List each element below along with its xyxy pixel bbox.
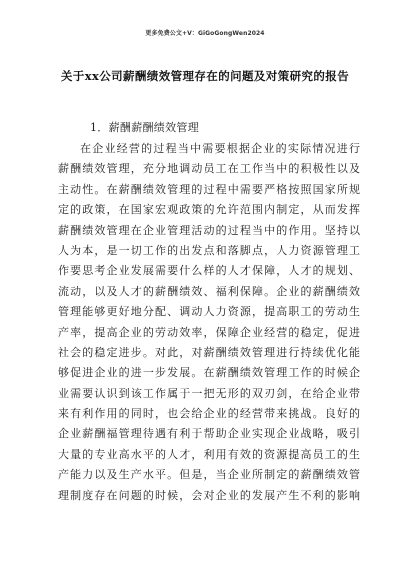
header-promo-note: 更多免费公文+V：GiGoGongWen2024 (145, 30, 265, 37)
document-title: 关于xx公司薪酬绩效管理存在的问题及对策研究的报告 (60, 69, 350, 83)
section-heading: 1．薪酬薪酬绩效管理 (90, 121, 199, 134)
body-line: 业需要认识到该工作属于一把无形的双刃剑，在给企业带 (58, 386, 360, 400)
body-line: 产率，提高企业的劳动效率，保障企业经营的稳定，促进 (58, 325, 360, 339)
body-line: 在企业经营的过程当中需要根据企业的实际情况进行 (80, 142, 360, 155)
body-line: 来有利作用的同时，也会给企业的经营带来挑战。良好的 (58, 407, 360, 421)
body-line: 管理能够更好地分配、调动人力资源，提高职工的劳动生 (58, 305, 360, 319)
body-line: 企业薪酬福管理待遇有利于帮助企业实现企业战略，吸引 (58, 427, 360, 441)
body-line: 作要思考企业发展需要什么样的人才保障，人才的规划、 (58, 264, 360, 278)
body-line: 人为本，是一切工作的出发点和落脚点，人力资源管理工 (58, 243, 360, 257)
body-line: 理制度存在问题的时候，会对企业的发展产生不利的影响 (58, 488, 360, 502)
body-line: 主动性。在薪酬绩效管理的过程中需要严格按照国家所规 (58, 182, 360, 196)
body-line: 定的政策，在国家宏观政策的允许范围内制定，从而发挥 (58, 203, 360, 217)
body-line: 薪酬绩效管理在企业管理活动的过程当中的作用。坚持以 (58, 223, 360, 237)
body-line: 流动，以及人才的薪酬绩效、福利保障。企业的薪酬绩效 (58, 284, 360, 298)
body-line: 产能力以及生产水平。但是，当企业所制定的薪酬绩效管 (58, 468, 360, 482)
body-line: 大量的专业高水平的人才，利用有效的资源提高员工的生 (58, 447, 360, 461)
body-line: 薪酬绩效管理，充分地调动员工在工作当中的积极性以及 (58, 162, 360, 176)
body-paragraph (58, 139, 360, 506)
body-line: 社会的稳定进步。对此，对薪酬绩效管理进行持续优化能 (58, 345, 360, 359)
body-line: 够促进企业的进一步发展。在薪酬绩效管理工作的时候企 (58, 366, 360, 380)
